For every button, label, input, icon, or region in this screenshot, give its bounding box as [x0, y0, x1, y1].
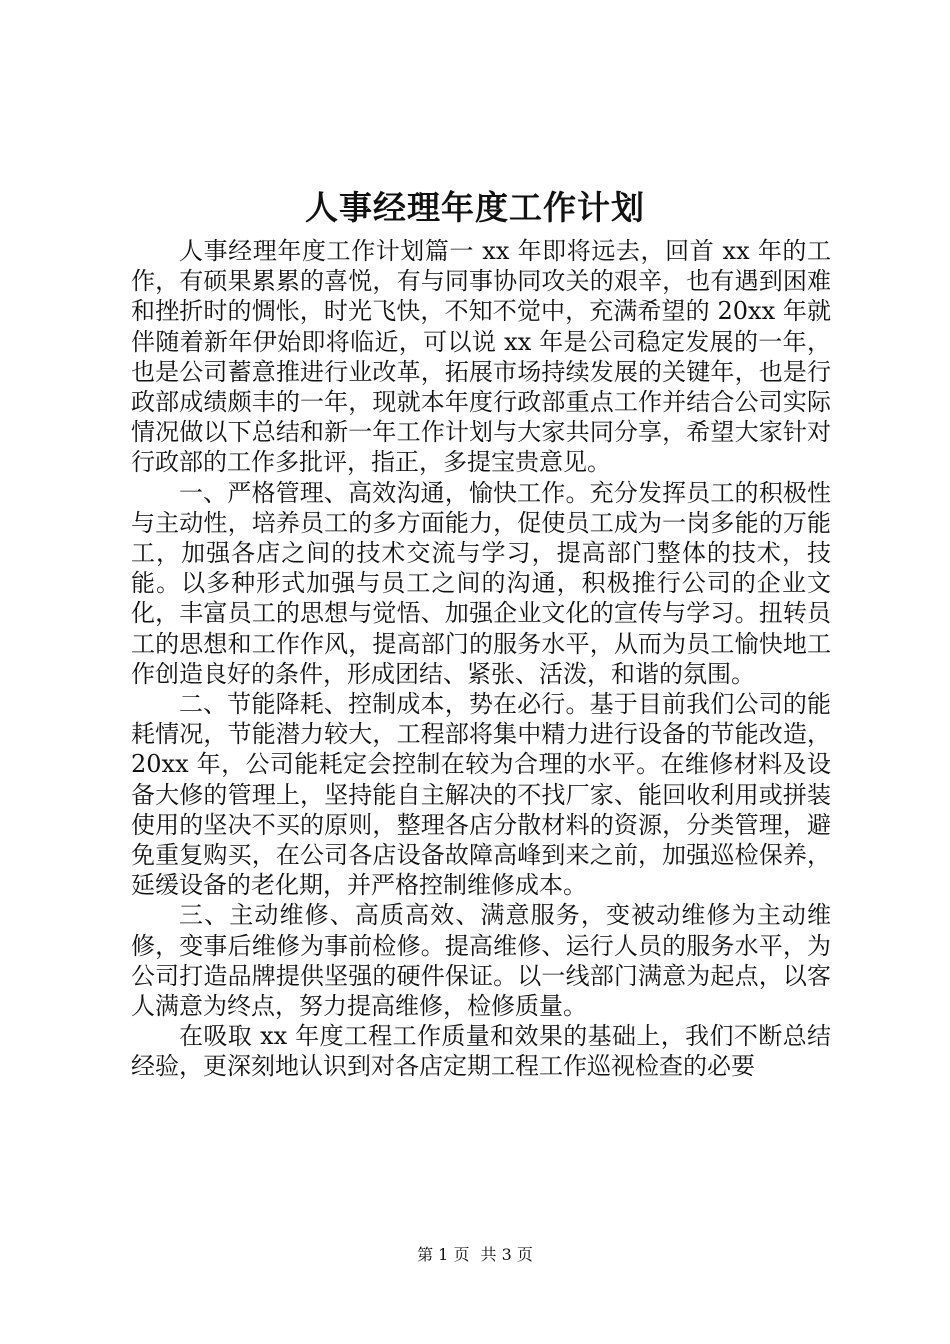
paragraph-continuation: 在吸取 xx 年度工程工作质量和效果的基础上，我们不断总结经验，更深刻地认识到对各店定期工程工作巡视检查的必要	[131, 1022, 831, 1081]
paragraph-section-1: 一、严格管理、高效沟通，愉快工作。充分发挥员工的积极性与主动性，培养员工的多方面能力，促使员工成为一岗多能的万能工，加强各店之间的技术交流与学习，提高部门整体的技术，技能。以多种形式加强与员工之间的沟通，积极推行公司的企业文化，丰富员工的思想与觉悟、加强企业文化的宣传与学习。扭转员工的思想和工作作风，提高部门的服务水平，从而为员工愉快地工作创造良好的条件，形成团结、紧张、活泼，和谐的氛围。	[131, 478, 831, 688]
paragraph-section-3: 三、主动维修、高质高效、满意服务，变被动维修为主动维修，变事后维修为事前检修。提高维修、运行人员的服务水平，为公司打造品牌提供坚强的硬件保证。以一线部门满意为起点，以客人满意为终点，努力提高维修，检修质量。	[131, 901, 831, 1021]
page-number-current: 第 1 页	[417, 1245, 470, 1264]
paragraph-section-2: 二、节能降耗、控制成本，势在必行。基于目前我们公司的能耗情况，节能潜力较大，工程部将集中精力进行设备的节能改造，20xx 年，公司能耗定会控制在较为合理的水平。在维修材料及设备大修的管理上，坚持能自主解决的不找厂家、能回收利用或拼装使用的坚决不买的原则，整理各店分散材料的资源，分类管理，避免重复购买，在公司各店设备故障高峰到来之前，加强巡检保养，延缓设备的老化期，并严格控制维修成本。	[131, 690, 831, 900]
page-number-total: 共 3 页	[480, 1245, 533, 1264]
document-title: 人事经理年度工作计划	[305, 188, 645, 227]
page-footer	[0, 1244, 950, 1266]
paragraph-intro: 人事经理年度工作计划篇一 xx 年即将远去，回首 xx 年的工作，有硕果累累的喜悦，有与同事协同攻关的艰辛，也有遇到困难和挫折时的惆怅，时光飞快，不知不觉中，充满希望的 20xx 年就伴随着新年伊始即将临近，可以说 xx 年是公司稳定发展的一年，也是公司蓄意推进行业改革，拓展市场持续发展的关键年，也是行政部成绩颇丰的一年，现就本年度行政部重点工作并结合公司实际情况做以下总结和新一年工作计划与大家共同分享，希望大家针对行政部的工作多批评，指正，多提宝贵意见。	[131, 237, 831, 477]
document-body	[131, 236, 831, 1082]
